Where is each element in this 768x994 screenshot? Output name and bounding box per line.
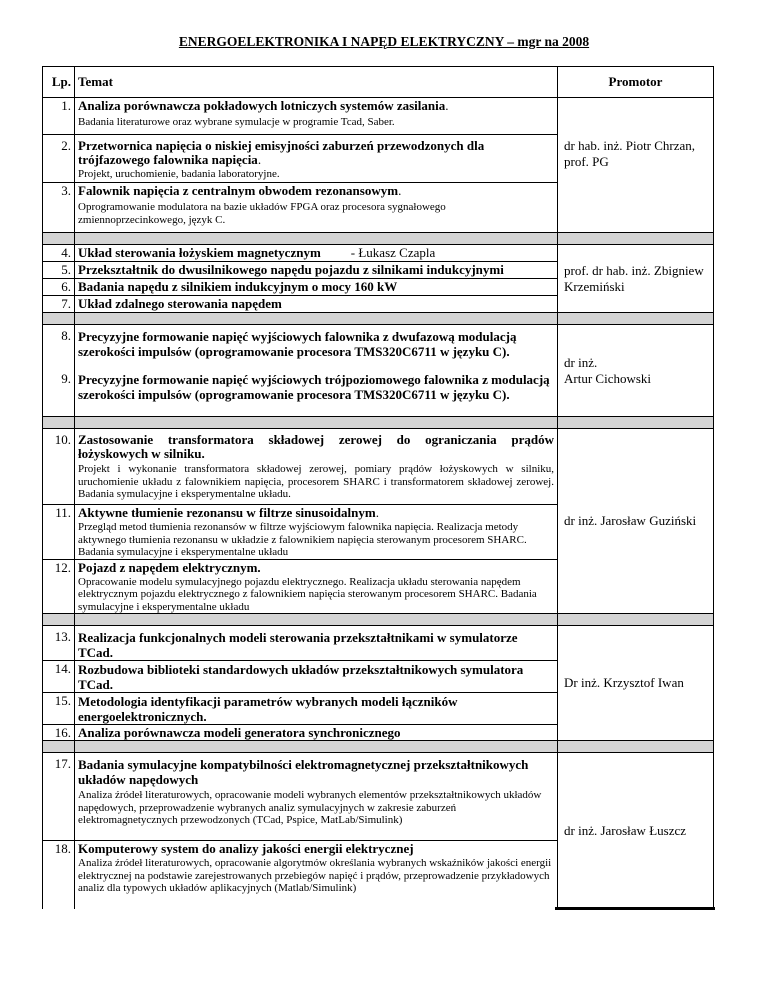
row-number: 18. <box>43 841 75 909</box>
row-number: 9. <box>43 371 75 417</box>
promoter-cell <box>558 429 714 614</box>
closing-rule <box>555 907 715 910</box>
topic-cell <box>75 296 558 313</box>
row-number: 10. <box>43 429 75 505</box>
promoter-name: dr hab. inż. Piotr Chrzan, prof. PG <box>564 138 696 169</box>
row-number: 17. <box>43 753 75 841</box>
separator-row <box>43 614 714 626</box>
promoter-name: dr inż. Jarosław Guziński <box>564 513 697 528</box>
table-row <box>43 626 714 661</box>
row-number: 13. <box>43 626 75 661</box>
topic-cell <box>75 661 558 693</box>
table-header-row <box>43 67 714 98</box>
topic-cell <box>75 559 558 614</box>
topic-suffix: - Łukasz Czapla <box>350 245 436 260</box>
page-title: ENERGOELEKTRONIKA I NAPĘD ELEKTRYCZNY – mgr na 2008 <box>178 34 590 49</box>
topic-title: Aktywne tłumienie rezonansu w filtrze sinusoidalnym <box>78 505 376 520</box>
topic-title: Metodologia identyfikacji parametrów wybranych modeli łączników energoelektronicznych. <box>78 694 458 724</box>
promoter-cell <box>558 753 714 909</box>
topic-cell <box>75 429 558 505</box>
header-lp: Lp. <box>43 67 75 98</box>
promoter-cell <box>558 245 714 313</box>
topic-title: Precyzyjne formowanie napięć wyjściowych falownika z dwufazową modulacją szerokości impulsów (oprogramowanie procesora TMS320C6711 w języku C). <box>78 329 517 359</box>
topic-title: Przekształtnik do dwusilnikowego napędu pojazdu z silnikami indukcyjnymi <box>78 262 504 277</box>
topics-table <box>42 66 714 909</box>
row-number: 5. <box>43 262 75 279</box>
topic-title: Zastosowanie transformatora składowej zerowej do ograniczania prądów łożyskowych w silniku. <box>78 432 554 461</box>
topic-cell <box>75 753 558 841</box>
topic-suffix: . <box>375 505 379 520</box>
separator-row <box>43 741 714 753</box>
topic-description: Badania literaturowe oraz wybrane symulacje w programie Tcad, Saber. <box>78 116 395 128</box>
row-number: 8. <box>43 325 75 371</box>
separator-row <box>43 233 714 245</box>
topic-cell <box>75 371 558 417</box>
topic-title: Pojazd z napędem elektrycznym. <box>78 559 261 575</box>
topic-cell <box>75 693 558 725</box>
topic-cell <box>75 135 558 183</box>
row-number: 2. <box>43 135 75 183</box>
topic-cell <box>75 626 558 661</box>
table-row <box>43 325 714 371</box>
topic-title: Falownik napięcia z centralnym obwodem rezonansowym <box>78 183 399 198</box>
promoter-cell <box>558 325 714 417</box>
topic-cell <box>75 245 558 262</box>
header-promoter: Promotor <box>558 67 714 98</box>
topic-suffix: . <box>445 98 449 113</box>
table-row <box>43 98 714 135</box>
row-number: 4. <box>43 245 75 262</box>
topic-cell <box>75 279 558 296</box>
table-row <box>43 245 714 262</box>
row-number: 1. <box>43 98 75 135</box>
topic-title: Układ zdalnego sterowania napędem <box>78 296 282 311</box>
topic-cell <box>75 262 558 279</box>
row-number: 16. <box>43 725 75 741</box>
topic-description: Oprogramowanie modulatora na bazie układów FPGA oraz procesora sygnałowego zmiennoprzecinkowego, język C. <box>78 201 446 226</box>
row-number: 6. <box>43 279 75 296</box>
topic-description: Opracowanie modelu symulacyjnego pojazdu elektrycznego. Realizacja układu sterowania napędem elektrycznym pojazdu elektrycznego z falownikiem napięcia sterowanym procesorem SHARC. Badania symulacyjne i eksperymentalne układu <box>78 575 537 613</box>
topic-cell <box>75 841 558 909</box>
topic-title: Układ sterowania łożyskiem magnetycznym <box>78 245 321 260</box>
topic-title: Rozbudowa biblioteki standardowych układów przekształtnikowych symulatora TCad. <box>78 662 524 692</box>
topic-title: Realizacja funkcjonalnych modeli sterowania przekształtnikami w symulatorze TCad. <box>78 630 518 660</box>
promoter-cell <box>558 98 714 233</box>
topic-description: Przegląd metod tłumienia rezonansów w filtrze wyjściowym falownika napięcia. Realizacja metody aktywnego tłumienia rezonansu w układzie z falownikiem napięcia sterowanym procesorem SHARC. Badania symulacyjne i eksperymentalne układu <box>78 521 527 558</box>
topic-description: Analiza źródeł literaturowych, opracowanie algorytmów określania wybranych wskaźników jakości energii elektrycznej na podstawie zarejestrowanych przebiegów napięć i prądów, przeprowadzenie przykładowych analiz dla typowych układów aplikacyjnych (Matlab/Simulink) <box>78 857 552 894</box>
topic-title: Analiza porównawcza modeli generatora synchronicznego <box>78 725 401 740</box>
topic-description: Analiza źródeł literaturowych, opracowanie modeli wybranych elementów przekształtnikowych układów napędowych, przeprowadzenie wybranych analiz symulacyjnych w zakresie zaburzeń elektromagnetycznych przewodzonych (TCad, Pspice, MatLab/Simulink) <box>78 789 542 826</box>
table-row <box>43 429 714 505</box>
row-number: 11. <box>43 505 75 560</box>
row-number: 3. <box>43 183 75 233</box>
separator-row <box>43 417 714 429</box>
promoter-name: dr inż. Jarosław Łuszcz <box>564 822 687 838</box>
topic-title: Badania symulacyjne kompatybilności elektromagnetycznej przekształtnikowych układów napędowych <box>78 757 529 787</box>
topic-suffix: . <box>257 152 262 167</box>
separator-row <box>43 313 714 325</box>
promoter-cell <box>558 626 714 741</box>
topic-suffix: . <box>398 183 402 198</box>
row-number: 15. <box>43 693 75 725</box>
promoter-name: prof. dr hab. inż. Zbigniew Krzemiński <box>564 262 704 294</box>
promoter-title: dr inż. <box>564 354 598 370</box>
topic-description: Projekt, uruchomienie, badania laboratoryjne. <box>78 168 280 180</box>
topic-cell <box>75 98 558 135</box>
row-number: 7. <box>43 296 75 313</box>
topic-cell <box>75 505 558 560</box>
topic-cell <box>75 725 558 741</box>
topic-cell <box>75 183 558 233</box>
header-topic: Temat <box>75 67 558 98</box>
promoter-name: Dr inż. Krzysztof Iwan <box>564 675 684 690</box>
topic-cell <box>75 325 558 371</box>
table-row <box>43 753 714 841</box>
topic-title: Komputerowy system do analizy jakości energii elektrycznej <box>78 841 414 856</box>
topic-title: Przetwornica napięcia o niskiej emisyjności zaburzeń przewodzonych dla trójfazowego falownika napięcia <box>78 138 485 167</box>
topic-title: Precyzyjne formowanie napięć wyjściowych trójpoziomowego falownika z modulacją szerokości impulsów (oprogramowanie procesora TMS320C6711 w języku C). <box>78 371 550 402</box>
topic-description: Projekt i wykonanie transformatora składowej zerowej, pomiary prądów łożyskowych w silniku, uruchomienie układu z falownikiem napięcia, procesorem SHARC i transformatorem składowej zerowej. Badania symulacyjne i eksperymentalne układu. <box>78 463 554 500</box>
topic-title: Analiza porównawcza pokładowych lotniczych systemów zasilania <box>78 98 446 113</box>
row-number: 14. <box>43 661 75 693</box>
row-number: 12. <box>43 559 75 614</box>
promoter-name: Artur Cichowski <box>564 370 652 386</box>
topic-title: Badania napędu z silnikiem indukcyjnym o mocy 160 kW <box>78 279 398 294</box>
